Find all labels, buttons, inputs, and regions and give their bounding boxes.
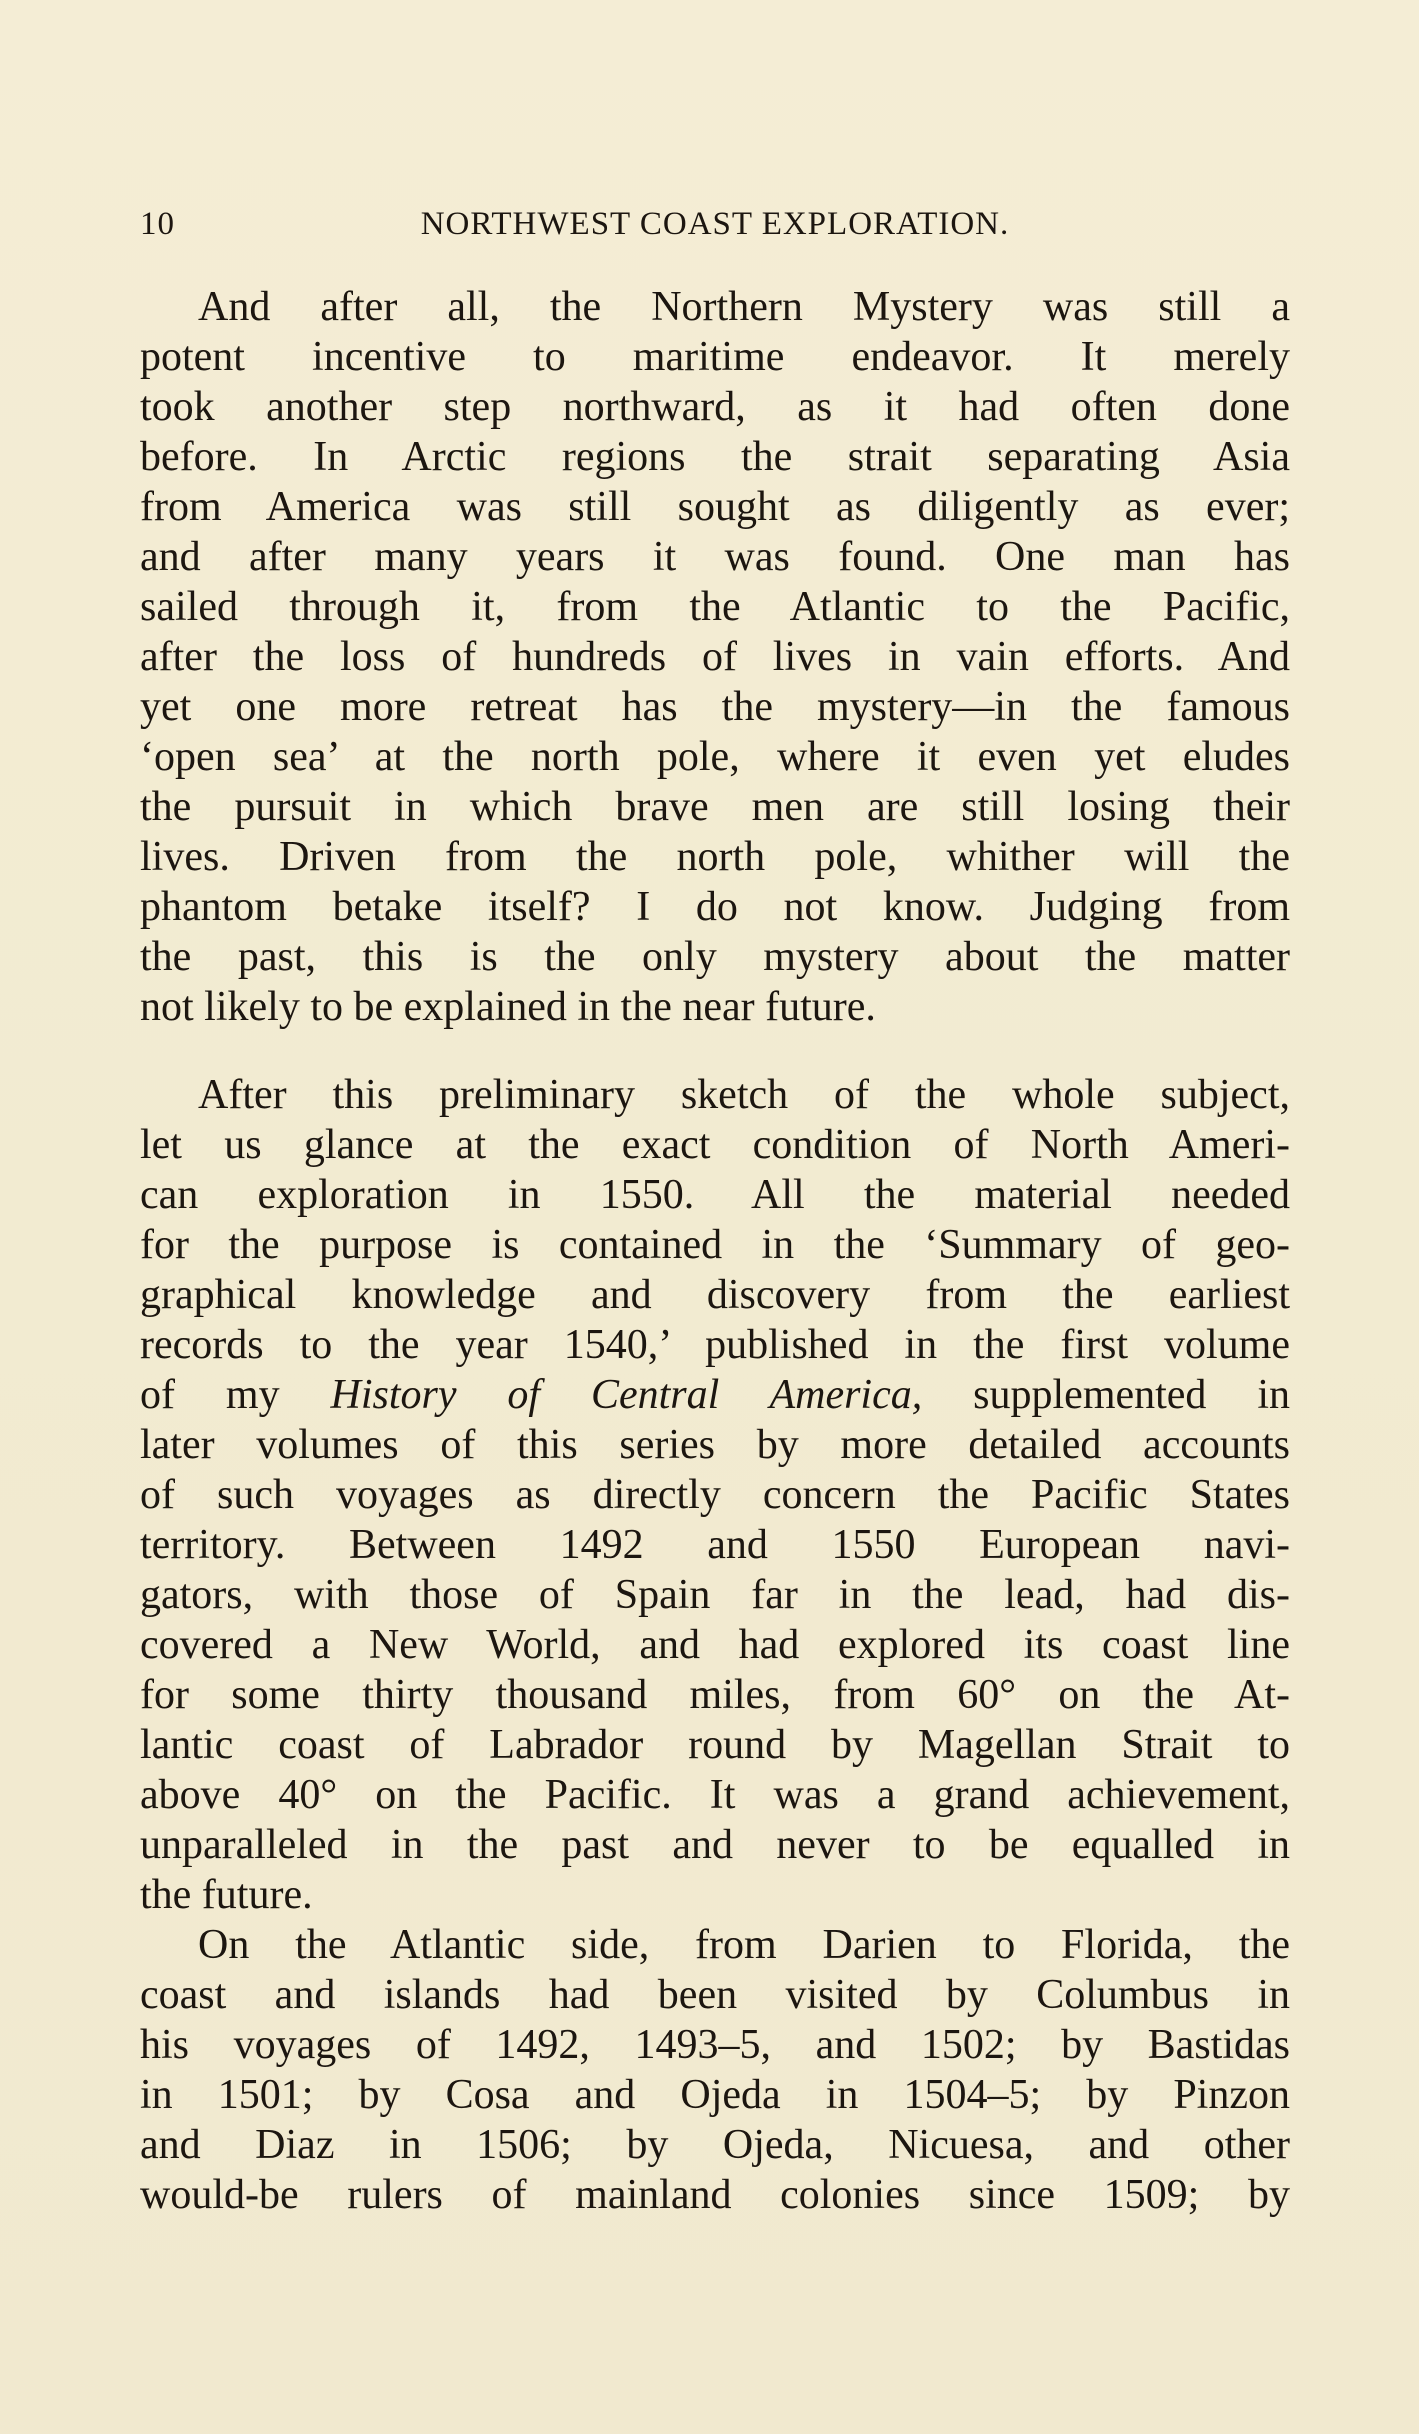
paragraph-3: [140, 1920, 1290, 2220]
text-line: and Diaz in 1506; by Ojeda, Nicuesa, and other: [140, 2122, 1290, 2168]
text-line: covered a New World, and had explored its coast line: [140, 1622, 1290, 1668]
text-line: After this preliminary sketch of the whole subject,: [198, 1072, 1290, 1118]
text-line: phantom betake itself? I do not know. Judging from: [140, 884, 1290, 930]
paragraph-1: [140, 282, 1290, 1032]
text-body: [140, 282, 1290, 2220]
text-line: yet one more retreat has the mystery—in the famous: [140, 684, 1290, 730]
text-segment: supplemented in: [922, 1372, 1291, 1418]
text-line: ‘open sea’ at the north pole, where it even yet eludes: [140, 734, 1290, 780]
page-header: [140, 206, 1290, 250]
page-number: 10: [140, 206, 175, 242]
text-line: would-be rulers of mainland colonies since 1509; by: [140, 2172, 1290, 2218]
text-line: the pursuit in which brave men are still losing their: [140, 784, 1290, 830]
text-line: before. In Arctic regions the strait separating Asia: [140, 434, 1290, 480]
running-title: NORTHWEST COAST EXPLORATION.: [420, 206, 1010, 242]
text-line: of such voyages as directly concern the Pacific States: [140, 1472, 1290, 1518]
text-line-with-title: [140, 1370, 1290, 1420]
book-title: History of Central America,: [330, 1372, 923, 1418]
text-line: and after many years it was found. One man has: [140, 534, 1290, 580]
text-line: lives. Driven from the north pole, whither will the: [140, 834, 1290, 880]
text-line: coast and islands had been visited by Columbus in: [140, 1972, 1290, 2018]
text-line: for some thirty thousand miles, from 60° on the At-: [140, 1672, 1290, 1718]
text-line: later volumes of this series by more detailed accounts: [140, 1422, 1290, 1468]
text-line: let us glance at the exact condition of North Ameri-: [140, 1122, 1290, 1168]
text-line: for the purpose is contained in the ‘Summary of geo-: [140, 1222, 1290, 1268]
paragraph-2: [140, 1070, 1290, 1920]
text-line: his voyages of 1492, 1493–5, and 1502; by Bastidas: [140, 2022, 1290, 2068]
text-line: And after all, the Northern Mystery was still a: [198, 284, 1290, 330]
text-line: lantic coast of Labrador round by Magellan Strait to: [140, 1722, 1290, 1768]
text-line: in 1501; by Cosa and Ojeda in 1504–5; by Pinzon: [140, 2072, 1290, 2118]
text-line: unparalleled in the past and never to be equalled in: [140, 1822, 1290, 1868]
text-line: On the Atlantic side, from Darien to Florida, the: [198, 1922, 1290, 1968]
text-line: potent incentive to maritime endeavor. It merely: [140, 334, 1290, 380]
text-line: records to the year 1540,’ published in the first volume: [140, 1322, 1290, 1368]
text-line: graphical knowledge and discovery from the earliest: [140, 1272, 1290, 1318]
paragraph-gap: [140, 1032, 1290, 1070]
text-line: the future.: [140, 1872, 313, 1918]
text-segment: of my: [140, 1372, 331, 1418]
text-line: the past, this is the only mystery about the matter: [140, 934, 1290, 980]
text-line: not likely to be explained in the near future.: [140, 984, 876, 1030]
text-line: after the loss of hundreds of lives in vain efforts. And: [140, 634, 1290, 680]
text-line: from America was still sought as diligently as ever;: [140, 484, 1290, 530]
text-line: territory. Between 1492 and 1550 European navi-: [140, 1522, 1290, 1568]
text-line: sailed through it, from the Atlantic to the Pacific,: [140, 584, 1290, 630]
text-line: took another step northward, as it had often done: [140, 384, 1290, 430]
text-line: gators, with those of Spain far in the lead, had dis-: [140, 1572, 1290, 1618]
text-line: can exploration in 1550. All the material needed: [140, 1172, 1290, 1218]
text-line: above 40° on the Pacific. It was a grand achievement,: [140, 1772, 1290, 1818]
